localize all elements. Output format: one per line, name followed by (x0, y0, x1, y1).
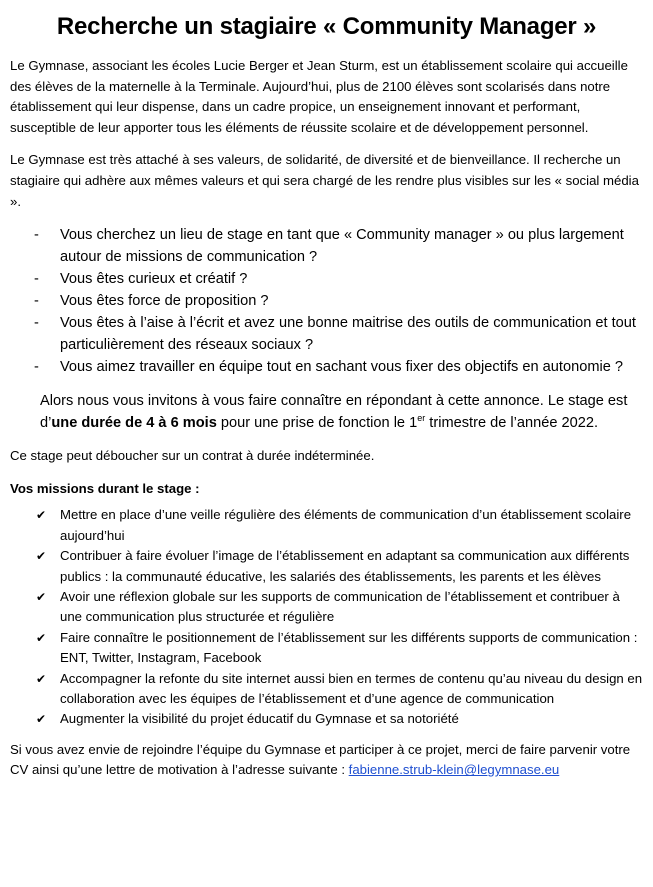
list-item (10, 587, 643, 628)
checkmark-icon: ✔ (36, 712, 47, 727)
dash-marker: - (34, 293, 39, 310)
checkmark-icon: ✔ (36, 549, 47, 564)
mission-text: Accompagner la refonte du site internet aussi bien en termes de contenu qu’au niveau du design en collaboration avec les équipes de l’établissement et d’une agence de communication (60, 670, 643, 706)
email-link[interactable]: fabienne.strub-klein@legymnase.eu (348, 762, 560, 778)
invite-text-end: trimestre de l’année 2022. (425, 415, 599, 432)
dash-marker: - (34, 227, 39, 244)
checkmark-icon: ✔ (36, 630, 47, 645)
question-text: Vous cherchez un lieu de stage en tant que « Community manager » ou plus largement autour de missions de communication ? (60, 227, 624, 266)
dash-marker: - (34, 315, 39, 332)
cdi-paragraph: Ce stage peut déboucher sur un contrat à durée indéterminée. (10, 448, 375, 464)
checkmark-icon: ✔ (36, 671, 47, 686)
list-item (10, 546, 643, 587)
mission-text: Augmenter la visibilité du projet éducatif du Gymnase et sa notoriété (60, 711, 459, 727)
question-text: Vous êtes à l’aise à l’écrit et avez une bonne maitrise des outils de communication et tout particulièrement des réseaux sociaux ? (60, 315, 636, 354)
ordinal-suffix: er (417, 413, 426, 424)
closing-paragraph (10, 740, 643, 781)
invite-paragraph (10, 390, 643, 434)
checkmark-icon: ✔ (36, 589, 47, 604)
invite-text-start: Alors nous vous invitons à vous faire connaître en répondant à cette annonce. Le stage est d’ (40, 393, 628, 432)
page-title: Recherche un stagiaire « Community Manager » (56, 13, 597, 40)
mission-text: Contribuer à faire évoluer l’image de l’établissement en adaptant sa communication aux différents publics : la communauté éducative, les salariés des établissements, les parents et les élèves (60, 548, 630, 584)
list-item (10, 505, 643, 546)
mission-text: Avoir une réflexion globale sur les supports de communication de l’établissement et contribuer à une communication plus structurée et régulière (60, 588, 620, 625)
list-item (10, 709, 643, 729)
list-item (10, 312, 643, 356)
list-item (10, 669, 643, 710)
values-paragraph: Le Gymnase est très attaché à ses valeurs, de solidarité, de diversité et de bienveillance. Il recherche un stagiaire qui adhère aux mêmes valeurs et qui sera chargé de les rendre plus visibles sur les « social média ». (10, 152, 639, 209)
mission-text: Faire connaître le positionnement de l’établissement sur les différents supports de communication : ENT, Twitter, Instagram, Facebook (60, 629, 638, 666)
question-text: Vous aimez travailler en équipe tout en sachant vous fixer des objectifs en autonomie ? (60, 359, 624, 376)
invite-text-middle: pour une prise de fonction le 1 (216, 415, 418, 432)
question-text: Vous êtes force de proposition ? (60, 293, 269, 310)
checkmark-icon: ✔ (36, 508, 47, 523)
duration-bold: une durée de 4 à 6 mois (51, 415, 217, 432)
missions-heading-colon: : (191, 480, 200, 496)
question-text: Vous êtes curieux et créatif ? (60, 271, 248, 288)
closing-text: Si vous avez envie de rejoindre l’équipe du Gymnase et participer à ce projet, merci de faire parvenir votre CV ainsi qu’une lettre de motivation à l’adresse suivante : (10, 741, 631, 778)
list-item (10, 356, 643, 378)
missions-heading-text: Vos missions durant le stage (10, 480, 192, 496)
intro-paragraph: Le Gymnase, associant les écoles Lucie Berger et Jean Sturm, est un établissement scolaire qui accueille des élèves de la maternelle à la Terminale. Aujourd’hui, plus de 2100 élèves sont scolarisés dans notre établissement qui leur dispense, dans un cadre propice, un enseignement innovant et performant, susceptible de leur apporter tous les éléments de réussite scolaire et de développement personnel. (10, 58, 628, 135)
mission-text: Mettre en place d’une veille régulière des éléments de communication d’un établissement scolaire aujourd’hui (60, 507, 632, 543)
list-item (10, 224, 643, 268)
list-item (10, 290, 643, 312)
missions-heading (10, 479, 643, 500)
dash-marker: - (34, 271, 39, 288)
dash-marker: - (34, 359, 39, 376)
list-item (10, 268, 643, 290)
list-item (10, 628, 643, 669)
questions-list (10, 224, 643, 378)
missions-list (10, 505, 643, 729)
